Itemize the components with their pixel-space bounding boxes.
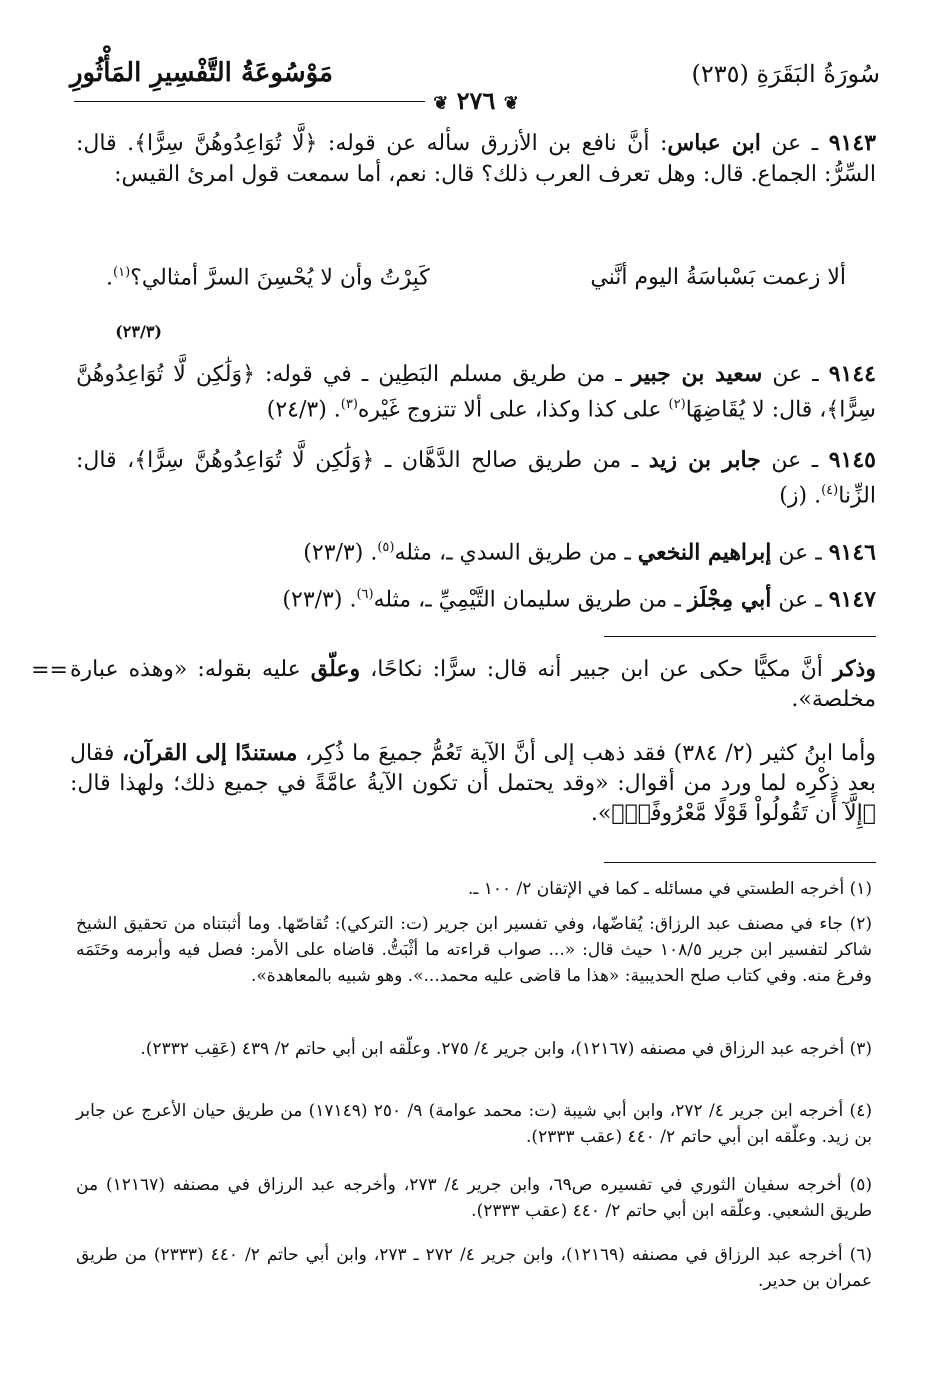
footnote-3: (٣) أخرجه عبد الرزاق في مصنفه (١٢١٦٧)، وابن جرير ٤/ ٢٧٥. وعلّقه ابن أبي حاتم ٢/ ٤٣٩ (عَقِب ٢٣٣٢). bbox=[140, 1039, 872, 1059]
poem-first-hemistich: ألا زعمت بَسْباسَةُ اليوم أنَّني bbox=[590, 265, 846, 290]
entry-9144: ٩١٤٤ ـ عن سعيد بن جبير ـ من طريق مسلم البَطِين ـ في قوله: ﴿وَلَٰكِن لَّا تُوَاعِدُوهُنَّ سِرًّا﴾، قال: لا يُقَاضِهَا$^{(٢)}$ على كذا وكذا، على ألا تتزوج غَيْره$^{(٣)}$. (٢٤/٣) bbox=[76, 361, 876, 423]
entry-9147: ٩١٤٧ ـ عن أبي مِجْلَز ـ من طريق سليمان التَّيْمِيِّ ـ، مثله$^{(٦)}$. (٢٣/٣) bbox=[282, 586, 876, 613]
entry-9145: ٩١٤٥ ـ عن جابر بن زيد ـ من طريق صالح الدَّهَّان ـ ﴿وَلَٰكِن لَّا تُوَاعِدُوهُنَّ سِرًّا﴾، قال: الزِّنا$^{(٤)}$. (ز) bbox=[76, 447, 876, 509]
footnotes-separator bbox=[604, 862, 876, 863]
header-page-number-block bbox=[0, 86, 952, 115]
narrator-name: جابر بن زيد bbox=[648, 447, 761, 473]
entry-9143: ٩١٤٣ ـ عن ابن عباس: أنَّ نافع بن الأزرق سأله عن قوله: ﴿لَّا تُوَاعِدُوهُنَّ سِرًّا﴾. قال: السِّرُّ: الجماع. قال: وهل تعرف العرب ذلك؟ قال: نعم، أما سمعت قول امرئ القيس: bbox=[76, 130, 876, 187]
header-ornament-left: ❦ bbox=[433, 93, 449, 114]
footnote-ref: (٥) bbox=[377, 540, 395, 555]
page-number: ٢٧٦ bbox=[456, 86, 496, 115]
header-ornament-right: ❦ bbox=[503, 93, 519, 114]
commentary-separator bbox=[604, 636, 876, 637]
entry-number: ٩١٤٧ bbox=[828, 586, 876, 613]
footnote-1: (١) أخرجه الطستي في مسائله ـ كما في الإتقان ٢/ ١٠٠ ـ. bbox=[467, 879, 872, 899]
footnote-2: (٢) جاء في مصنف عبد الرزاق: يُقاضّها، وفي تفسير ابن جرير (ت: التركي): تُقاصّها. وما أثبتناه من تحقيق الشيخ شاكر لتفسير ابن جرير ١٠٨/٥ حيث قال: «... صواب قراءته ما أثْبَتُّ. قاضاه على الأمر: فصل فيه وأبرمه وحَتَمَه وفرغ منه. وفي كتاب صلح الحديبية: «هذا ما قاضى عليه محمد...». وهو شبيه بالمعاهدة». bbox=[76, 914, 872, 986]
header-book-title: مَوْسُوعَةُ التَّفْسِيرِ المَأْثُورِ bbox=[70, 58, 333, 88]
entry-number: ٩١٤٣ bbox=[828, 130, 876, 156]
commentary-paragraph-2: وأما ابنُ كثير (٢/ ٣٨٤) فقد ذهب إلى أنَّ الآية تَعُمُّ جميعَ ما ذُكِر، مستندًا إلى القرآن، فقال بعد ذِكْرِه لما ورد من أقوال: «وقد يحتمل أن تكون الآيةُ عامَّةً في جميع ذلك؛ ولهذا قال: ﴿إِلَّآ أَن تَقُولُواْ قَوْلًا مَّعْرُوفًاۚ﴾». bbox=[70, 740, 876, 826]
footnote-ref: (٤) bbox=[821, 483, 839, 498]
narrator-name: إبراهيم النخعي bbox=[637, 539, 772, 566]
entry-number: ٩١٤٥ bbox=[828, 447, 876, 473]
narrator-name: ابن عباس bbox=[667, 130, 761, 156]
footnote-ref: (٣) bbox=[340, 397, 358, 412]
commentary-continuation-marker: == bbox=[31, 658, 68, 683]
footnote-5: (٥) أخرجه سفيان الثوري في تفسيره ص٦٩، وابن جرير ٤/ ٢٧٣، وأخرجه عبد الرزاق في مصنفه (١٢١٦٧) من طريق الشعبي. وعلّقه ابن أبي حاتم ٢/ ٤٤٠ (عقب ٢٣٣٣). bbox=[76, 1175, 872, 1221]
poem-second-hemistich: كَبِرْتُ وأن لا يُحْسِنَ السرَّ أمثالي؟$^{(١)}$. bbox=[106, 265, 430, 291]
entry-number: ٩١٤٤ bbox=[828, 361, 876, 387]
commentary-paragraph-1: وذكر أنَّ مكيًّا حكى عن ابن جبير أنه قال: سرًّا: نكاحًا، وعلّق عليه بقوله: «وهذه عبارة مخلصة». bbox=[70, 656, 876, 712]
source-ref-9143: (٢٣/٣) bbox=[115, 322, 162, 341]
entry-9146: ٩١٤٦ ـ عن إبراهيم النخعي ـ من طريق السدي ـ، مثله$^{(٥)}$. (٢٣/٣) bbox=[303, 539, 876, 566]
footnote-ref: (١) bbox=[113, 265, 131, 280]
narrator-name: أبي مِجْلَز bbox=[687, 586, 772, 613]
narrator-name: سعيد بن جبير bbox=[631, 361, 763, 387]
footnote-ref: (٦) bbox=[356, 587, 374, 602]
header-surah: سُورَةُ البَقَرَةِ (٢٣٥) bbox=[691, 60, 880, 88]
footnote-4: (٤) أخرجه ابن جرير ٤/ ٢٧٢، وابن أبي شيبة (ت: محمد عوامة) ٩/ ٢٥٠ (١٧١٤٩) من طريق حيان الأعرج عن جابر بن زيد. وعلّقه ابن أبي حاتم ٢/ ٤٤٠ (عقب ٢٣٣٣). bbox=[76, 1101, 872, 1147]
footnote-ref: (٢) bbox=[668, 397, 686, 412]
footnote-6: (٦) أخرجه عبد الرزاق في مصنفه (١٢١٦٩)، وابن جرير ٤/ ٢٧٢ ـ ٢٧٣، وابن أبي حاتم ٢/ ٤٤٠ (٢٣٣٣) من طريق عمران بن حدير. bbox=[76, 1245, 872, 1291]
entry-number: ٩١٤٦ bbox=[828, 539, 876, 566]
